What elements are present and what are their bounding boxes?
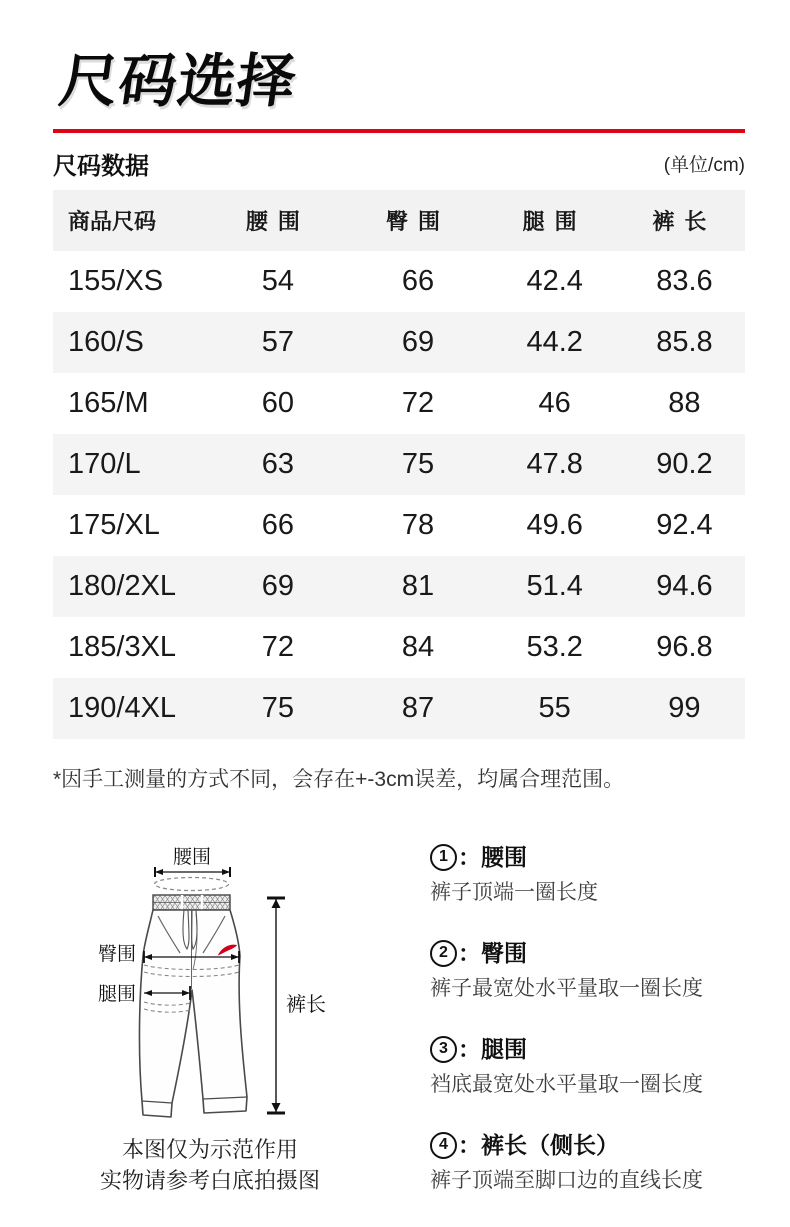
guide-desc: 裆底最宽处水平量取一圈长度: [430, 1073, 703, 1096]
guide-desc: 裤子最宽处水平量取一圈长度: [430, 977, 703, 1000]
figure-caption-line1: 本图仅为示范作用: [121, 1137, 298, 1162]
guide-title: [430, 939, 770, 967]
cell-length: 83.6: [656, 265, 713, 297]
guide-title-text: ：腰围: [458, 844, 527, 870]
pants-measurement-diagram: [40, 843, 380, 1128]
guide-title-text: ：裤长（侧长）: [458, 1132, 619, 1158]
cell-waist: 60: [261, 387, 295, 419]
cell-waist: 66: [261, 509, 295, 541]
cell-leg: 53.2: [526, 631, 583, 663]
col-header-leg: 腿围: [522, 209, 587, 234]
size-table: [53, 190, 745, 739]
measurement-tolerance-note: *因手工测量的方式不同，会存在+-3cm误差，均属合理范围。: [53, 768, 625, 791]
cell-length: 90.2: [656, 448, 713, 480]
cell-leg: 42.4: [526, 265, 583, 297]
table-row: [53, 373, 745, 434]
pants-diagram-svg: [40, 843, 380, 1128]
cell-leg: 46: [538, 387, 571, 419]
cell-leg: 51.4: [526, 570, 583, 602]
guide-item-leg: [430, 1035, 770, 1098]
cell-hip: 66: [401, 265, 435, 297]
cell-size: 180/2XL: [68, 570, 177, 602]
circled-number: 3: [430, 1036, 457, 1063]
table-row: [53, 434, 745, 495]
table-row: [53, 678, 745, 739]
length-label: 裤长: [286, 994, 326, 1016]
cell-length: 88: [668, 387, 701, 419]
cell-size: 165/M: [68, 387, 149, 419]
leg-label: 腿围: [97, 984, 136, 1005]
cell-hip: 69: [401, 326, 435, 358]
cell-waist: 72: [261, 631, 295, 663]
cell-waist: 57: [261, 326, 295, 358]
guide-desc: 裤子顶端至脚口边的直线长度: [430, 1169, 703, 1192]
waist-label: 腰围: [172, 847, 212, 868]
section-title: 尺码数据: [53, 152, 149, 180]
cell-size: 155/XS: [68, 265, 164, 297]
measure-guide: [430, 843, 770, 1227]
cell-waist: 63: [261, 448, 295, 480]
table-row: [53, 495, 745, 556]
cell-size: 170/L: [68, 448, 141, 480]
cell-leg: 49.6: [526, 509, 583, 541]
cell-waist: 54: [261, 265, 295, 297]
guide-item-hip: [430, 939, 770, 1002]
cell-hip: 75: [401, 448, 435, 480]
circled-number: 2: [430, 940, 457, 967]
hip-label: 臀围: [97, 944, 136, 965]
table-header-row: [53, 190, 745, 251]
unit-label: (单位/cm): [663, 154, 745, 176]
guide-item-length: [430, 1131, 770, 1194]
circled-number: 4: [430, 1132, 457, 1159]
guide-title: [430, 1035, 770, 1063]
page-title: 尺码选择: [55, 49, 301, 114]
col-header-hip: 臀围: [386, 209, 451, 234]
cell-hip: 84: [401, 631, 435, 663]
figure-caption: [40, 1134, 380, 1196]
guide-title-text: ：腿围: [458, 1036, 527, 1062]
cell-hip: 81: [401, 570, 435, 602]
cell-hip: 72: [401, 387, 435, 419]
cell-leg: 47.8: [526, 448, 583, 480]
cell-size: 175/XL: [68, 509, 160, 541]
circled-number: 1: [430, 844, 457, 871]
cell-leg: 55: [538, 692, 571, 724]
col-header-size: 商品尺码: [68, 209, 157, 234]
guide-title-text: ：臀围: [458, 940, 527, 966]
guide-title: [430, 1131, 770, 1159]
cell-length: 85.8: [656, 326, 713, 358]
guide-desc: 裤子顶端一圈长度: [430, 881, 598, 904]
table-row: [53, 556, 745, 617]
table-section-header: [53, 146, 745, 180]
cell-hip: 78: [401, 509, 435, 541]
cell-size: 185/3XL: [68, 631, 177, 663]
col-header-waist: 腰围: [245, 209, 310, 234]
table-row: [53, 617, 745, 678]
table-row: [53, 251, 745, 312]
accent-divider: [53, 129, 745, 133]
cell-length: 99: [668, 692, 701, 724]
cell-waist: 75: [261, 692, 295, 724]
col-header-length: 裤长: [652, 209, 717, 234]
cell-size: 190/4XL: [68, 692, 177, 724]
cell-length: 96.8: [656, 631, 713, 663]
cell-length: 92.4: [656, 509, 713, 541]
guide-title: [430, 843, 770, 871]
cell-leg: 44.2: [526, 326, 583, 358]
figure-caption-line2: 实物请参考白底拍摄图: [99, 1168, 320, 1193]
cell-length: 94.6: [656, 570, 713, 602]
table-row: [53, 312, 745, 373]
guide-item-waist: [430, 843, 770, 906]
cell-hip: 87: [401, 692, 435, 724]
cell-size: 160/S: [68, 326, 144, 358]
cell-waist: 69: [261, 570, 295, 602]
